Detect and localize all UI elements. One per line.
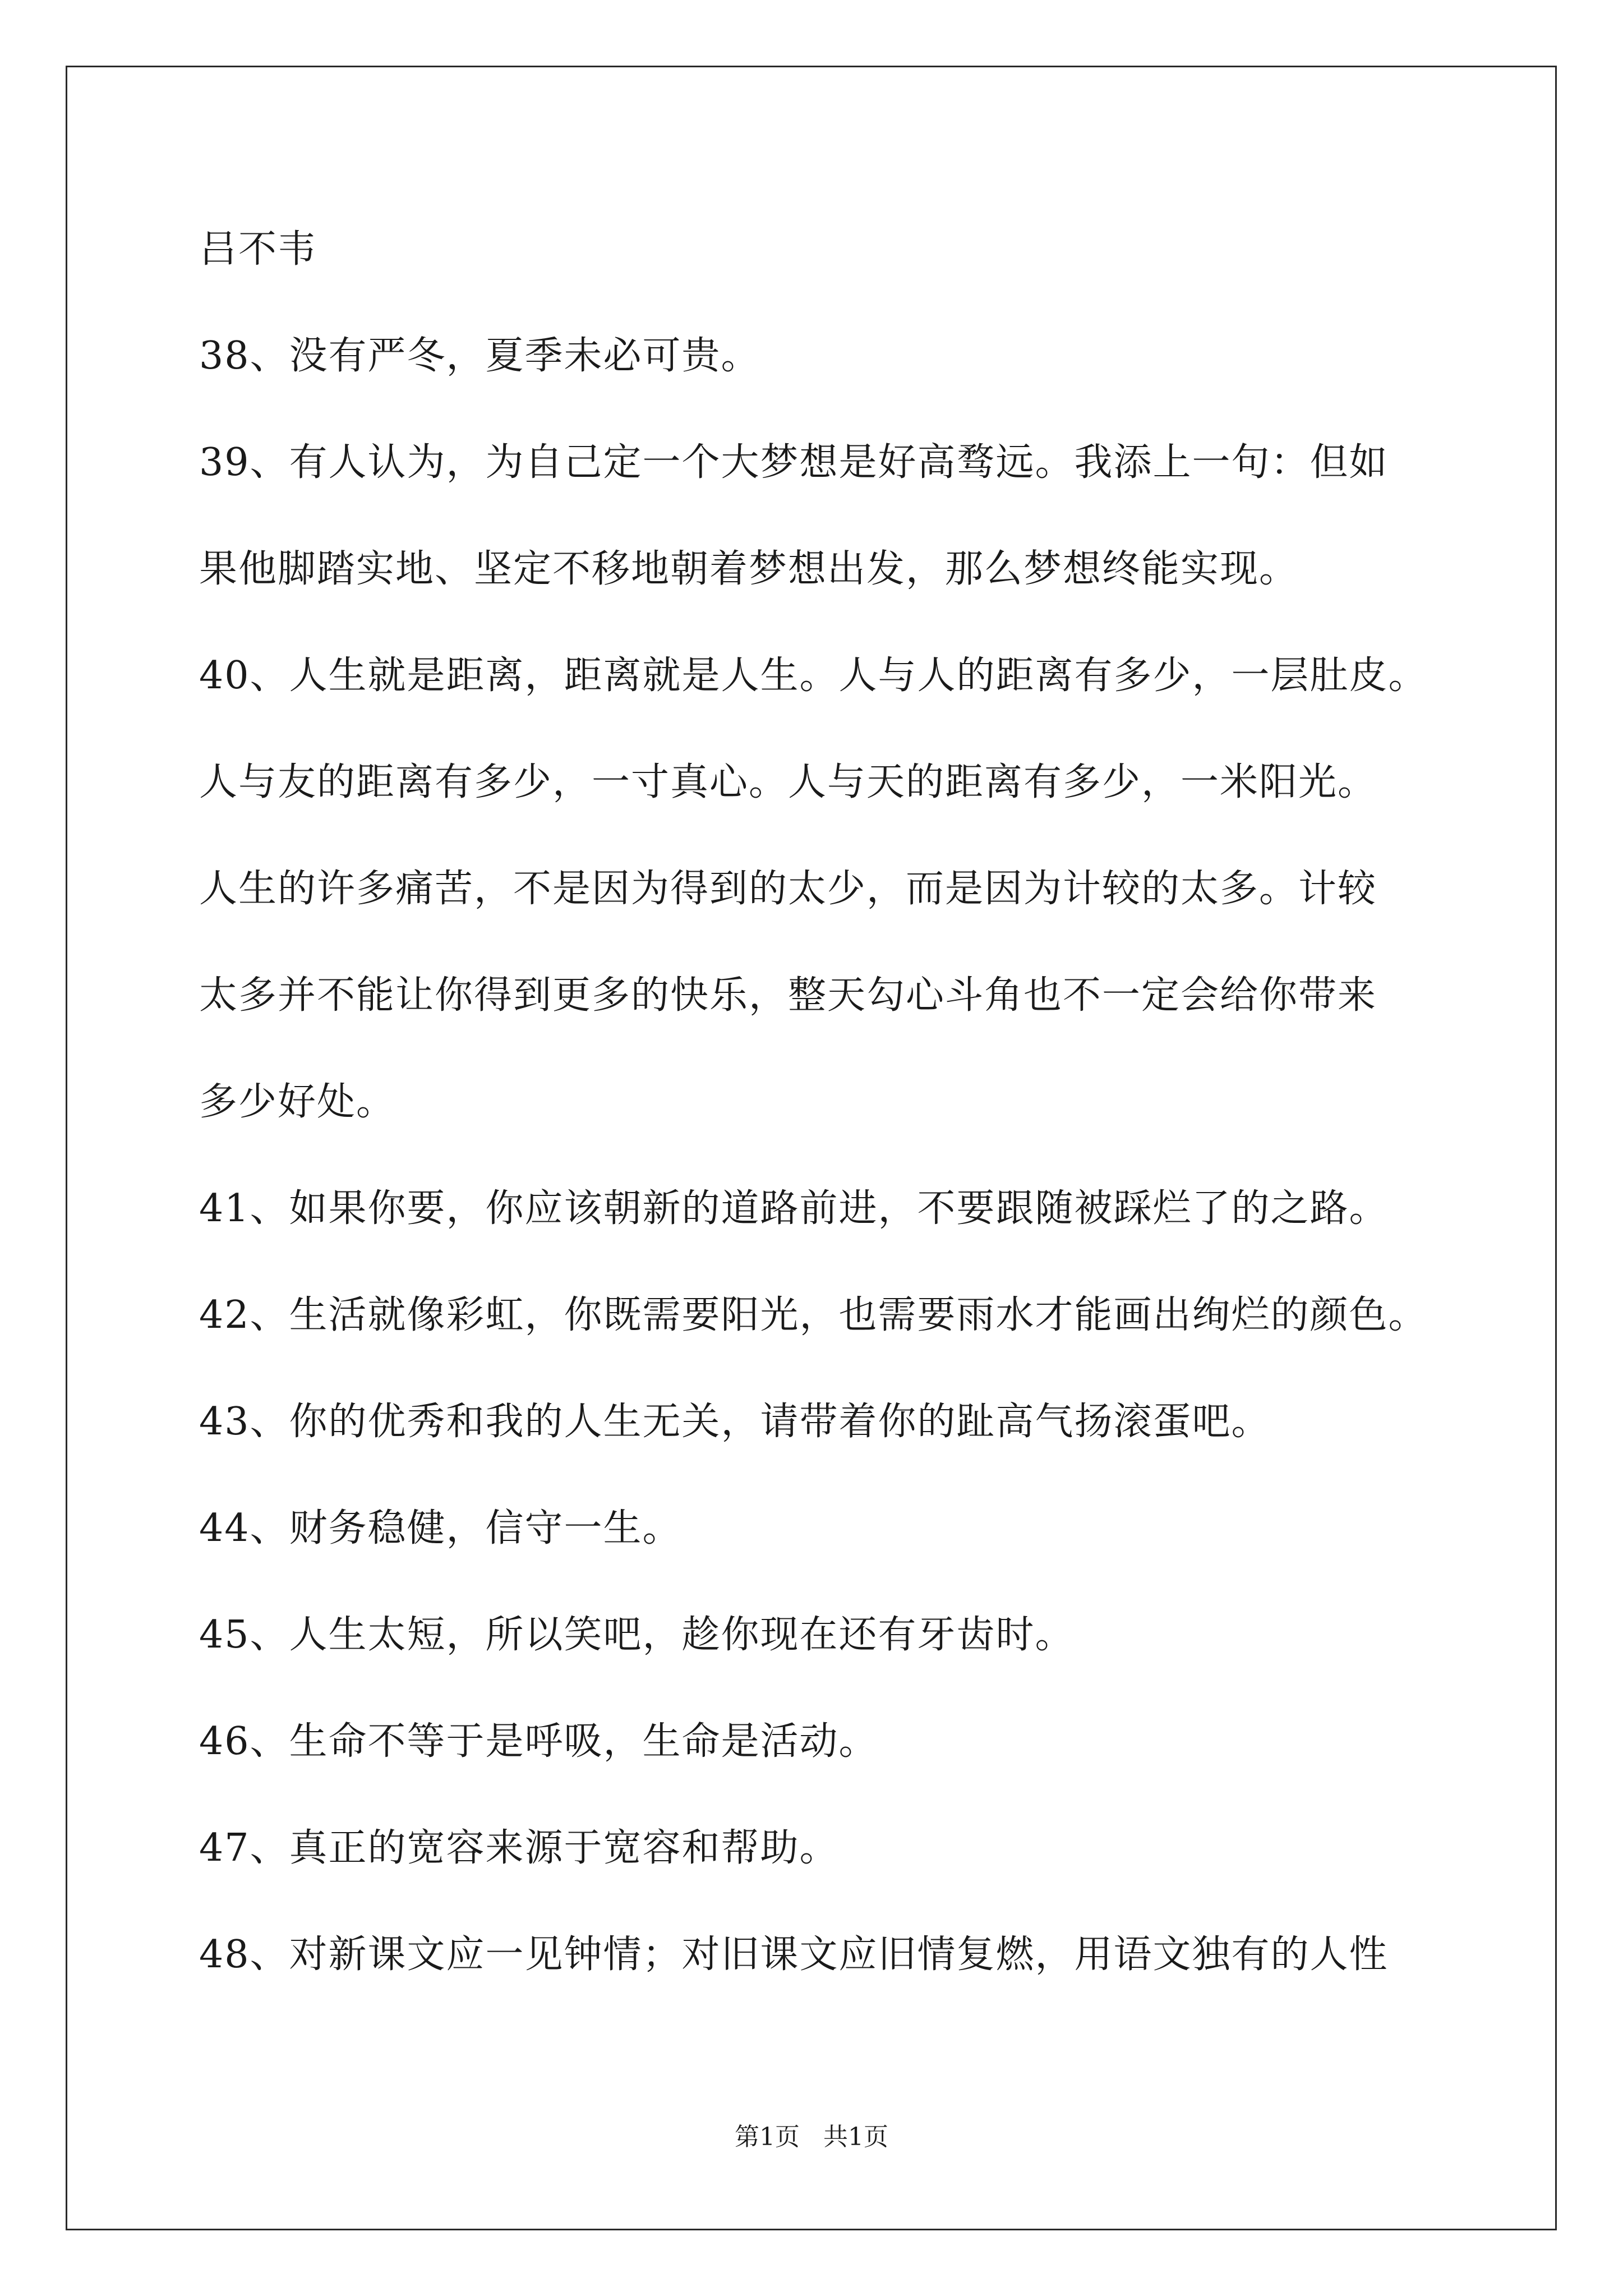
text-line-39b: 果他脚踏实地、坚定不移地朝着梦想出发，那么梦想终能实现。 — [199, 547, 1299, 591]
text-line-40a: 40、人生就是距离，距离就是人生。人与人的距离有多少，一层肚皮。 — [199, 654, 1428, 698]
text-line-39a: 39、有人认为，为自己定一个大梦想是好高骛远。我添上一句：但如 — [199, 440, 1389, 485]
text-line-38: 38、没有严冬，夏季未必可贵。 — [199, 334, 760, 378]
text-line-42: 42、生活就像彩虹，你既需要阳光，也需要雨水才能画出绚烂的颜色。 — [199, 1293, 1428, 1337]
page-footer: 第1页 共1页 — [735, 2123, 888, 2151]
text-line-40b: 人与友的距离有多少，一寸真心。人与天的距离有多少，一米阳光。 — [199, 760, 1377, 804]
document-body — [199, 216, 1489, 2028]
text-line-40e: 多少好处。 — [199, 1080, 396, 1124]
text-line-author: 吕不韦 — [199, 227, 317, 272]
text-line-41: 41、如果你要，你应该朝新的道路前进，不要跟随被踩烂了的之路。 — [199, 1186, 1389, 1231]
text-line-43: 43、你的优秀和我的人生无关，请带着你的趾高气扬滚蛋吧。 — [199, 1400, 1271, 1444]
text-line-44: 44、财务稳健，信守一生。 — [199, 1506, 682, 1550]
text-line-40d: 太多并不能让你得到更多的快乐，整天勾心斗角也不一定会给你带来 — [199, 973, 1377, 1018]
text-line-46: 46、生命不等于是呼吸，生命是活动。 — [199, 1719, 878, 1764]
text-line-45: 45、人生太短，所以笑吧，趁你现在还有牙齿时。 — [199, 1613, 1075, 1657]
text-line-40c: 人生的许多痛苦，不是因为得到的太少，而是因为计较的太多。计较 — [199, 867, 1377, 911]
text-line-47: 47、真正的宽容来源于宽容和帮助。 — [199, 1826, 839, 1870]
text-line-48: 48、对新课文应一见钟情；对旧课文应旧情复燃，用语文独有的人性 — [199, 1932, 1389, 1977]
